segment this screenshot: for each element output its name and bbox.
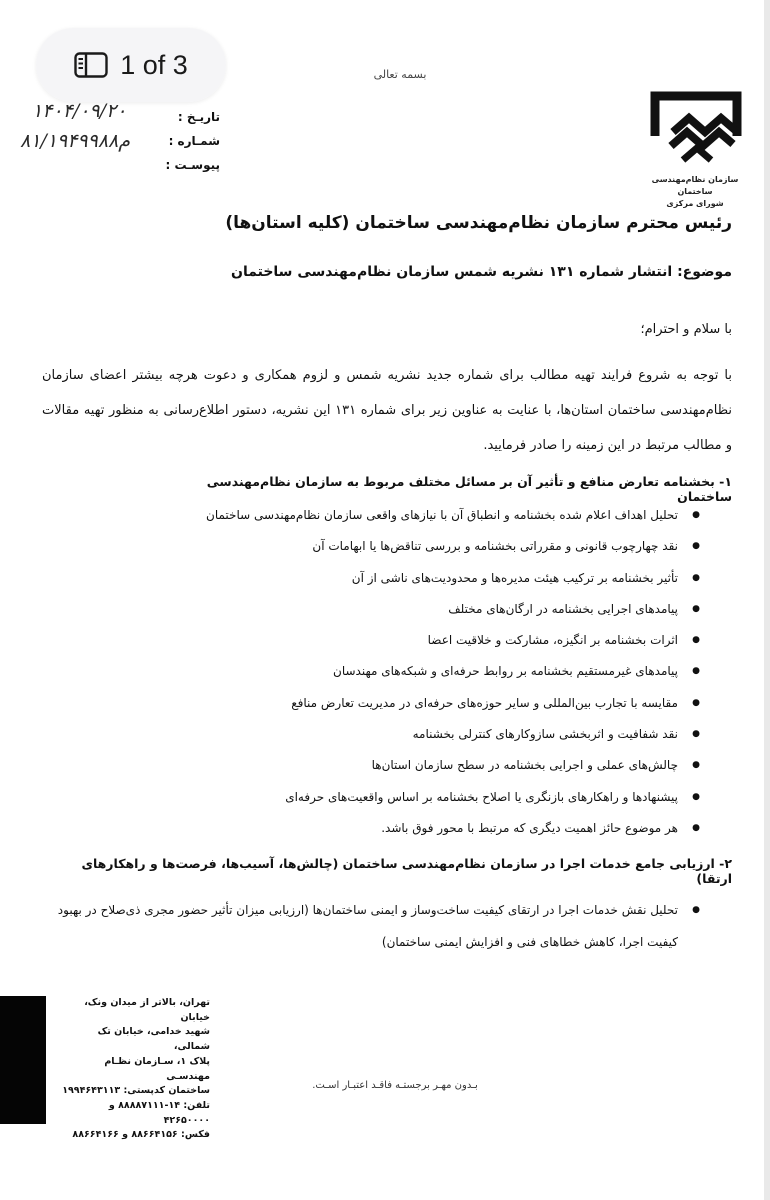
address-line: فکس: ۸۸۶۶۴۱۵۶ و ۸۸۶۶۴۱۶۶ <box>72 1129 210 1141</box>
list-item: ● چالش‌های عملی و اجرایی بخشنامه در سطح سازمان استان‌ها <box>90 753 700 784</box>
list-item: ● نقد چهارچوب قانونی و مقرراتی بخشنامه و بررسی تناقض‌ها یا ابهامات آن <box>90 534 700 565</box>
section-2-item: ● تحلیل نقش خدمات اجرا در ارتقای کیفیت ساخت‌وساز و ایمنی ساختمان‌ها (ارزیابی میزان تأثیر حضور مجری ذی‌صلاح در بهبود کیفیت اجرا، کاهش خطاهای فنی و افزایش ایمنی ساختمان) <box>38 894 700 958</box>
section-1-title: ۱- بخشنامه تعارض منافع و تأثیر آن بر مسائل مختلف مربوط به سازمان نظام‌مهندسی ساختمان <box>206 474 732 504</box>
greeting: با سلام و احترام؛ <box>640 322 732 337</box>
address-line: تهران، بالاتر از میدان ونک، خیابان <box>84 997 210 1023</box>
section-2-title: ۲- ارزیابی جامع خدمات اجرا در سازمان نظام‌مهندسی ساختمان (چالش‌ها، آسیب‌ها، فرصت‌ها و راهکارهای ارتقا) <box>81 856 732 886</box>
number-label: شمـاره : <box>168 134 220 148</box>
list-item: ● پیامدهای اجرایی بخشنامه در ارگان‌های مختلف <box>90 597 700 628</box>
address-line: شهید خدامی، خیابان تک شمالی، <box>97 1026 210 1053</box>
logo-emblem-icon <box>645 88 745 168</box>
scan-edge-bar <box>0 996 46 1124</box>
bismillah: بسمه تعالی <box>373 68 427 81</box>
sidebar-icon[interactable] <box>74 52 108 78</box>
subject-line: موضوع: انتشار شماره ۱۳۱ نشریه شمس سازمان نظام‌مهندسی ساختمان <box>231 264 732 280</box>
list-item: ● تحلیل اهداف اعلام شده بخشنامه و انطباق آن با نیازهای واقعی سازمان نظام‌مهندسی ساختمان <box>90 503 700 534</box>
list-item: ● نقد شفافیت و اثربخشی سازوکارهای کنترلی بخشنامه <box>90 722 700 753</box>
logo-line-1: سازمان نظام‌مهندسی ساختمان <box>651 175 739 196</box>
section-1-list <box>90 503 700 847</box>
address-block <box>60 996 210 1143</box>
validity-note: بـدون مهـر برجستـه فاقـد اعتبـار اسـت. <box>312 1080 478 1091</box>
address-line: ساختمان کدپستی: ۱۹۹۴۶۴۳۱۱۳ <box>62 1085 210 1097</box>
logo-line-2: شورای مرکزی <box>666 199 724 208</box>
list-item: ● اثرات بخشنامه بر انگیزه، مشارکت و خلاقیت اعضا <box>90 628 700 659</box>
organization-logo <box>645 88 745 210</box>
page-edge <box>764 0 770 1200</box>
list-item: ● پیامدهای غیرمستقیم بخشنامه بر روابط حرفه‌ای و شبکه‌های مهندسان <box>90 659 700 690</box>
list-item: ● مقایسه با تجارب بین‌المللی و سایر حوزه‌های حرفه‌ای در مدیریت تعارض منافع <box>90 691 700 722</box>
list-item: ● پیشنهادها و راهکارهای بازنگری یا اصلاح بخشنامه بر اساس واقعیت‌های حرفه‌ای <box>90 785 700 816</box>
attachment-label: پیوسـت : <box>165 158 220 172</box>
address-line: تلفن: ۱۴-۸۸۸۸۷۱۱۱ و ۴۲۶۵۰۰۰۰ <box>108 1099 210 1126</box>
date-handwritten: ۱۴۰۴/۰۹/۲۰ <box>32 100 127 122</box>
list-item: ● هر موضوع حائز اهمیت دیگری که مرتبط با محور فوق باشد. <box>90 816 700 847</box>
recipient-line: رئیس محترم سازمان نظام‌مهندسی ساختمان (کلیه استان‌ها) <box>225 213 732 233</box>
date-label: تاریـخ : <box>177 110 220 124</box>
page-counter-text: 1 of 3 <box>120 49 188 80</box>
address-line: پلاک ۱، سـازمان نظـام مهندسـی <box>104 1055 210 1082</box>
intro-paragraph: با توجه به شروع فرایند تهیه مطالب برای شماره جدید نشریه شمس و لزوم همکاری و دعوت هرچه بیشتر اعضای سازمان نظام‌مهندسی ساختمان استان‌ها، با عنایت به عناوین زیر برای شماره ۱۳۱ این نشریه، دستور اطلاع‌رسانی به منظور تهیه مقالات و مطالب مرتبط در این زمینه را صادر فرمایید. <box>42 368 732 453</box>
page-counter-pill[interactable] <box>36 28 226 102</box>
number-handwritten: ۸۱/۱۹۴۹۹۸۸م <box>20 130 131 152</box>
list-item: ● تأثیر بخشنامه بر ترکیب هیئت مدیره‌ها و محدودیت‌های ناشی از آن <box>90 566 700 597</box>
